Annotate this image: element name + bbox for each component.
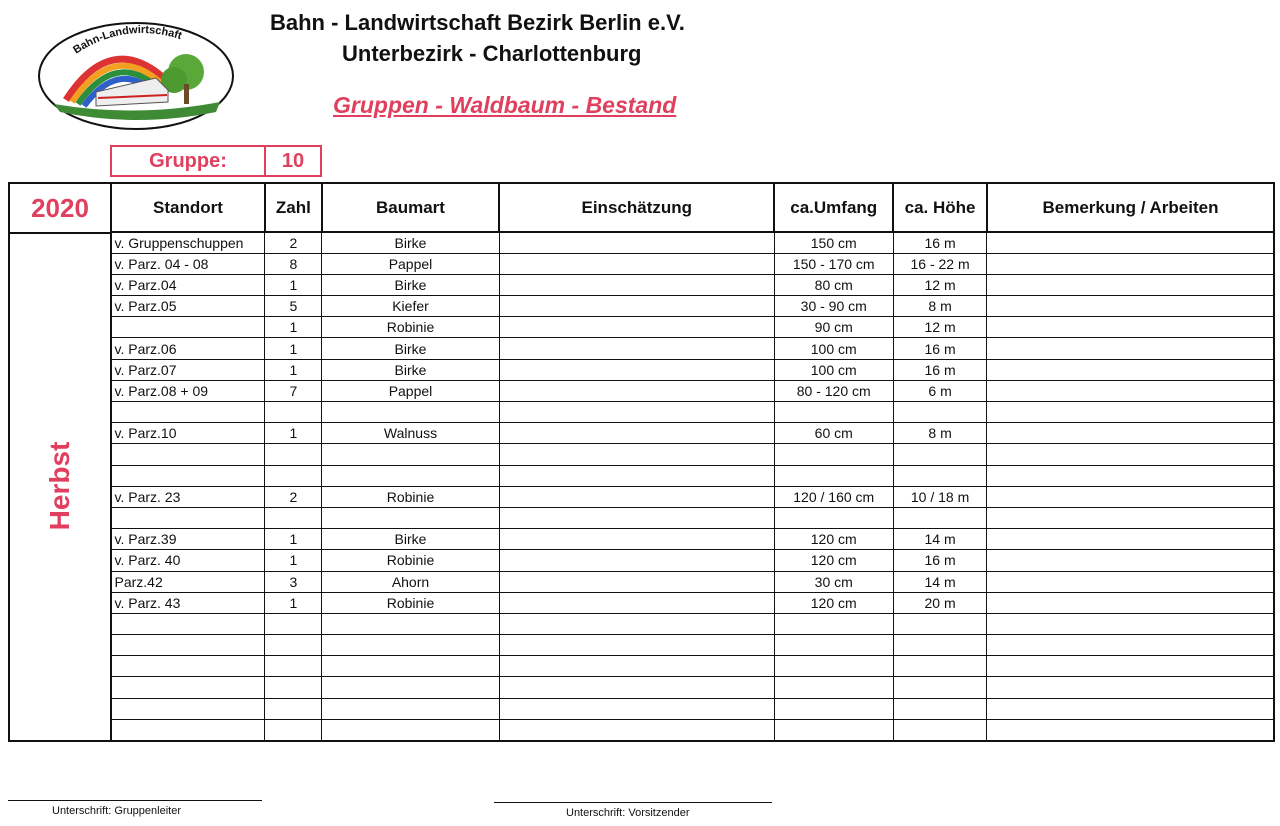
cell-einschaetzung [499,253,774,274]
cell-umfang: 150 - 170 cm [774,253,893,274]
cell-umfang: 90 cm [774,317,893,338]
cell-hoehe: 20 m [893,592,987,613]
cell-baumart [322,465,499,486]
cell-baumart [322,635,499,656]
signature-label-group-leader: Unterschrift: Gruppenleiter [52,805,181,817]
column-header-bemerkung: Bemerkung / Arbeiten [987,184,1273,232]
table-row [111,380,1273,401]
cell-umfang: 30 - 90 cm [774,296,893,317]
cell-umfang: 100 cm [774,338,893,359]
season-label: Herbst [44,441,75,531]
cell-einschaetzung [499,274,774,295]
cell-standort: Parz.42 [111,571,265,592]
cell-einschaetzung [499,656,774,677]
signature-line-chairman [494,802,772,803]
cell-hoehe: 16 m [893,232,987,253]
cell-umfang [774,635,893,656]
cell-standort [111,677,265,698]
cell-zahl [265,465,322,486]
cell-standort: v. Parz.08 + 09 [111,380,265,401]
cell-zahl: 1 [265,529,322,550]
table-row [111,507,1273,528]
cell-zahl: 3 [265,571,322,592]
cell-zahl [265,444,322,465]
cell-baumart [322,444,499,465]
organization-subdivision: Unterbezirk - Charlottenburg [342,41,642,66]
cell-bemerkung [987,402,1273,423]
cell-umfang: 60 cm [774,423,893,444]
logo-train-rainbow-tree-icon [36,20,236,132]
cell-einschaetzung [499,677,774,698]
tree-inventory-table [110,184,1273,741]
cell-umfang [774,465,893,486]
cell-umfang [774,444,893,465]
signature-label-chairman: Unterschrift: Vorsitzender [566,807,690,819]
table-row [111,444,1273,465]
cell-hoehe: 10 / 18 m [893,486,987,507]
cell-hoehe [893,613,987,634]
cell-hoehe: 16 m [893,550,987,571]
cell-umfang: 30 cm [774,571,893,592]
cell-bemerkung [987,465,1273,486]
table-row [111,465,1273,486]
group-value: 10 [281,149,305,172]
cell-zahl: 5 [265,296,322,317]
cell-bemerkung [987,507,1273,528]
cell-baumart: Birke [322,529,499,550]
table-row [111,274,1273,295]
cell-baumart: Robinie [322,592,499,613]
cell-umfang [774,719,893,740]
cell-umfang: 120 cm [774,529,893,550]
table-row [111,592,1273,613]
cell-hoehe [893,656,987,677]
cell-standort: v. Parz. 23 [111,486,265,507]
cell-einschaetzung [499,444,774,465]
cell-baumart [322,677,499,698]
cell-hoehe [893,719,987,740]
cell-hoehe: 6 m [893,380,987,401]
year-cell: 2020 [10,184,112,234]
signature-line-group-leader [8,800,262,801]
cell-hoehe [893,444,987,465]
cell-bemerkung [987,317,1273,338]
cell-standort [111,402,265,423]
table-row [111,613,1273,634]
cell-zahl: 1 [265,317,322,338]
cell-baumart [322,719,499,740]
cell-umfang [774,613,893,634]
cell-baumart: Robinie [322,317,499,338]
table-row [111,719,1273,740]
cell-baumart: Walnuss [322,423,499,444]
cell-zahl [265,613,322,634]
cell-umfang: 120 cm [774,550,893,571]
table-row [111,656,1273,677]
cell-baumart: Birke [322,232,499,253]
cell-umfang [774,677,893,698]
table-row [111,232,1273,253]
cell-zahl: 7 [265,380,322,401]
table-row [111,571,1273,592]
cell-bemerkung [987,274,1273,295]
cell-bemerkung [987,592,1273,613]
cell-umfang [774,698,893,719]
cell-einschaetzung [499,338,774,359]
cell-umfang [774,402,893,423]
cell-hoehe [893,635,987,656]
cell-baumart: Pappel [322,380,499,401]
cell-baumart: Birke [322,359,499,380]
cell-bemerkung [987,380,1273,401]
cell-standort: v. Parz. 43 [111,592,265,613]
cell-zahl [265,656,322,677]
cell-standort [111,719,265,740]
cell-zahl [265,719,322,740]
cell-einschaetzung [499,423,774,444]
cell-standort: v. Parz. 40 [111,550,265,571]
cell-bemerkung [987,677,1273,698]
cell-hoehe: 16 m [893,338,987,359]
table-row [111,677,1273,698]
cell-einschaetzung [499,698,774,719]
inventory-sheet [8,182,1275,742]
cell-bemerkung [987,613,1273,634]
cell-hoehe: 14 m [893,529,987,550]
cell-bemerkung [987,232,1273,253]
column-header-zahl: Zahl [265,184,322,232]
cell-hoehe [893,465,987,486]
cell-zahl: 1 [265,338,322,359]
cell-hoehe: 8 m [893,423,987,444]
cell-standort [111,698,265,719]
logo-text: Bahn-Landwirtschaft [71,23,184,57]
cell-baumart [322,402,499,423]
cell-zahl [265,677,322,698]
table-row [111,635,1273,656]
cell-bemerkung [987,719,1273,740]
cell-einschaetzung [499,317,774,338]
cell-umfang: 120 / 160 cm [774,486,893,507]
table-row [111,296,1273,317]
cell-bemerkung [987,253,1273,274]
cell-hoehe [893,698,987,719]
cell-einschaetzung [499,613,774,634]
cell-einschaetzung [499,359,774,380]
cell-einschaetzung [499,719,774,740]
cell-baumart [322,507,499,528]
cell-bemerkung [987,296,1273,317]
cell-bemerkung [987,338,1273,359]
cell-hoehe [893,677,987,698]
cell-hoehe: 12 m [893,317,987,338]
cell-bemerkung [987,635,1273,656]
cell-standort: v. Parz.07 [111,359,265,380]
cell-baumart: Kiefer [322,296,499,317]
cell-standort: v. Parz.06 [111,338,265,359]
cell-einschaetzung [499,507,774,528]
cell-standort: v. Parz.39 [111,529,265,550]
cell-standort: v. Parz.05 [111,296,265,317]
cell-baumart: Robinie [322,550,499,571]
table-row [111,550,1273,571]
cell-bemerkung [987,656,1273,677]
table-row [111,423,1273,444]
cell-einschaetzung [499,635,774,656]
cell-bemerkung [987,359,1273,380]
table-row [111,698,1273,719]
cell-standort: v. Gruppenschuppen [111,232,265,253]
cell-baumart: Ahorn [322,571,499,592]
cell-zahl: 8 [265,253,322,274]
cell-standort: v. Parz.10 [111,423,265,444]
cell-einschaetzung [499,529,774,550]
cell-standort: v. Parz.04 [111,274,265,295]
cell-standort [111,635,265,656]
cell-einschaetzung [499,296,774,317]
cell-zahl [265,698,322,719]
cell-einschaetzung [499,571,774,592]
cell-zahl [265,402,322,423]
cell-bemerkung [987,423,1273,444]
cell-einschaetzung [499,550,774,571]
table-row [111,253,1273,274]
cell-hoehe: 16 m [893,359,987,380]
cell-zahl: 1 [265,550,322,571]
cell-umfang: 80 cm [774,274,893,295]
cell-bemerkung [987,486,1273,507]
cell-umfang [774,507,893,528]
cell-zahl [265,507,322,528]
cell-baumart [322,698,499,719]
cell-standort [111,613,265,634]
cell-einschaetzung [499,592,774,613]
cell-hoehe: 12 m [893,274,987,295]
column-header-hoehe: ca. Höhe [893,184,987,232]
cell-zahl: 2 [265,232,322,253]
cell-hoehe: 8 m [893,296,987,317]
cell-baumart [322,656,499,677]
cell-umfang [774,656,893,677]
group-label: Gruppe: [112,147,266,175]
cell-zahl: 2 [265,486,322,507]
table-row [111,402,1273,423]
cell-baumart: Robinie [322,486,499,507]
cell-bemerkung [987,571,1273,592]
cell-zahl: 1 [265,359,322,380]
cell-umfang: 120 cm [774,592,893,613]
cell-baumart: Birke [322,274,499,295]
cell-hoehe [893,402,987,423]
cell-standort [111,317,265,338]
cell-standort [111,656,265,677]
cell-umfang: 150 cm [774,232,893,253]
cell-bemerkung [987,529,1273,550]
cell-standort [111,465,265,486]
cell-einschaetzung [499,380,774,401]
cell-zahl: 1 [265,274,322,295]
cell-einschaetzung [499,486,774,507]
organization-name: Bahn - Landwirtschaft Bezirk Berlin e.V. [270,10,685,35]
cell-zahl: 1 [265,592,322,613]
cell-standort: v. Parz. 04 - 08 [111,253,265,274]
cell-bemerkung [987,444,1273,465]
table-row [111,359,1273,380]
column-header-standort: Standort [111,184,265,232]
cell-standort [111,444,265,465]
column-header-einschaetzung: Einschätzung [499,184,774,232]
cell-einschaetzung [499,402,774,423]
cell-zahl: 1 [265,423,322,444]
table-header-row [111,184,1273,232]
cell-hoehe [893,507,987,528]
column-header-baumart: Baumart [322,184,499,232]
cell-umfang: 100 cm [774,359,893,380]
table-row [111,317,1273,338]
cell-bemerkung [987,550,1273,571]
cell-bemerkung [987,698,1273,719]
column-header-umfang: ca.Umfang [774,184,893,232]
cell-umfang: 80 - 120 cm [774,380,893,401]
cell-hoehe: 16 - 22 m [893,253,987,274]
cell-hoehe: 14 m [893,571,987,592]
cell-standort [111,507,265,528]
cell-baumart: Birke [322,338,499,359]
cell-einschaetzung [499,232,774,253]
document-title: Gruppen - Waldbaum - Bestand [333,92,677,118]
group-field [110,145,322,177]
table-row [111,338,1273,359]
cell-baumart: Pappel [322,253,499,274]
cell-zahl [265,635,322,656]
cell-einschaetzung [499,465,774,486]
table-row [111,529,1273,550]
table-row [111,486,1273,507]
cell-baumart [322,613,499,634]
season-column [10,234,112,740]
